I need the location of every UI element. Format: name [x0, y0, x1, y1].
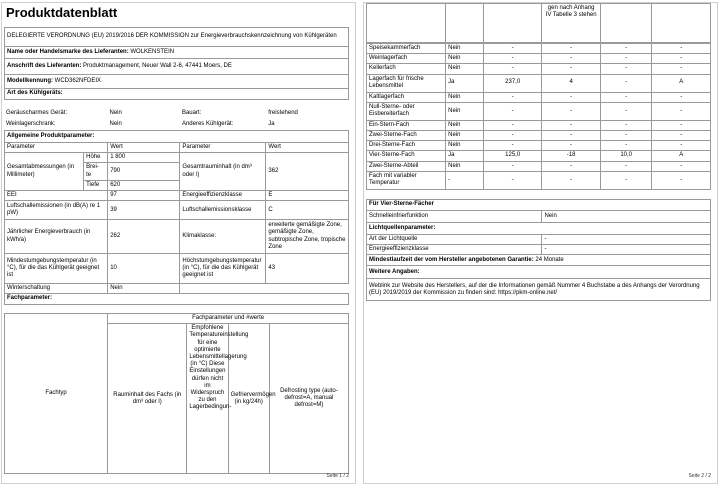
eei-label: EEI — [5, 190, 108, 200]
page-number-2: Seite 2 / 2 — [688, 473, 711, 479]
annual-energy-label: Jährlicher Energieverbrauch (in kWh/a) — [5, 220, 108, 254]
table-row — [367, 130, 711, 140]
compartment-defrost: - — [652, 141, 711, 151]
compartment-table — [366, 3, 711, 190]
table-row — [367, 141, 711, 151]
more-info-heading: Weitere Angaben: — [367, 266, 711, 279]
wine-cabinet-label: Weinlagerschrank: — [6, 120, 56, 127]
light-class-value: - — [542, 245, 711, 255]
compartment-present: Nein — [446, 120, 484, 130]
design-label: Bauart: — [181, 109, 202, 116]
min-temp-label: Mindestumgebungstemperatur (in °C), für die das Kühlgerät geeignet ist — [5, 254, 108, 284]
light-params-heading: Lichtquellenparameter: — [367, 223, 711, 235]
compartment-values-header: Fachparameter und #werte — [108, 314, 349, 324]
table-row — [367, 120, 711, 130]
four-star-heading: Für Vier-Sterne-Fächer — [367, 200, 711, 211]
compartment-volume: - — [483, 54, 541, 64]
compartment-params-heading: Fachparameter: — [5, 294, 349, 304]
fachtyp-header: Fachtyp — [5, 314, 108, 474]
design-value: freistehend — [268, 109, 298, 116]
compartment-present: Ja — [446, 151, 484, 161]
compartment-freeze: - — [600, 64, 652, 74]
compartment-name: Zwei-Sterne-Abteil — [367, 161, 446, 171]
compartment-header-table — [4, 313, 349, 474]
compartment-name: Kaltlagerfach — [367, 92, 446, 102]
compartment-volume: - — [483, 92, 541, 102]
table-row — [367, 161, 711, 171]
compartment-present: Nein — [446, 102, 484, 120]
device-type-label: Art des Kühlgeräts: — [5, 89, 349, 100]
compartment-defrost: - — [652, 171, 711, 189]
volume-label: Gesamtrauminhalt (in dm³ oder l) — [180, 153, 266, 191]
compartment-defrost: - — [652, 130, 711, 140]
width-label: Brei- te — [84, 163, 108, 180]
compartment-freeze: - — [600, 141, 652, 151]
compartment-name: Fach mit variabler Temperatur — [367, 171, 446, 189]
header-info — [4, 27, 349, 100]
compartment-defrost: - — [652, 54, 711, 64]
model-label: Modellkennung: — [7, 77, 53, 84]
light-class-label: Energieeffizienzklasse — [367, 245, 542, 255]
compartment-present: Nein — [446, 130, 484, 140]
low-noise-value: Nein — [109, 109, 122, 116]
compartment-defrost: - — [652, 102, 711, 120]
compartment-temp: - — [542, 92, 600, 102]
winter-switch-label: Winterschaltung — [5, 284, 108, 294]
freeze-col-header: Gefriervermögen (in kg/24h) — [228, 324, 269, 474]
temp-col-header: Empfohlene Temperatureinstellung für eine optimierte Lebensmittellagerung (in °C) Diese Einstellungen dürfen nicht im Widerspruch zu den Lagerbedingun- — [187, 324, 228, 474]
supplier-name: WOLKENSTEIN — [130, 48, 175, 55]
climate-class-value: erweiterte gemäßigte Zone, gemäßigte Zone, subtropische Zone, tropische Zone — [266, 220, 349, 254]
quick-freeze-value: Nein — [542, 211, 711, 223]
compartment-freeze: - — [600, 161, 652, 171]
energy-class-value: E — [266, 190, 349, 200]
height-label: Höhe — [84, 153, 108, 163]
compartment-volume: - — [483, 161, 541, 171]
compartment-defrost: - — [652, 120, 711, 130]
compartment-temp: 4 — [542, 74, 600, 92]
noise-class-label: Luftschallemissionsklasse — [180, 201, 266, 220]
compartment-present: Nein — [446, 141, 484, 151]
wine-cabinet-value: Nein — [109, 120, 122, 127]
compartment-name: Speisekammerfach — [367, 44, 446, 54]
compartment-volume: - — [483, 141, 541, 151]
compartment-name: Ein-Stern-Fach — [367, 120, 446, 130]
compartment-freeze: - — [600, 54, 652, 64]
weblink-text: Weblink zur Website des Herstellers, auf der die Informationen gemäß Nummer 4 Buchstabe a des Anhangs der Verordnung (EU) 2019/2019 der Kommission zu finden sind: https://pkm-online.net/ — [367, 279, 711, 301]
compartment-volume: - — [483, 64, 541, 74]
depth-value: 620 — [108, 180, 180, 190]
compartment-name: Vier-Sterne-Fach — [367, 151, 446, 161]
compartment-temp: - — [542, 64, 600, 74]
compartment-volume: - — [483, 130, 541, 140]
page-2 — [363, 2, 718, 484]
table-row — [367, 102, 711, 120]
compartment-name: Drei-Sterne-Fach — [367, 141, 446, 151]
supplier-address: Produktmanagement, Neuer Wall 2-6, 47441 Moers, DE — [83, 62, 232, 69]
general-params-heading: Allgemeine Produktparameter: — [5, 131, 349, 143]
compartment-present: Nein — [446, 161, 484, 171]
winter-switch-value: Nein — [108, 284, 180, 294]
compartment-volume: - — [483, 44, 541, 54]
compartment-freeze: - — [600, 171, 652, 189]
page-number: Seite 1 / 2 — [326, 473, 349, 479]
compartment-volume: - — [483, 171, 541, 189]
compartment-defrost: - — [652, 64, 711, 74]
compartment-present: Nein — [446, 64, 484, 74]
compartment-name: Null-Sterne- oder Eisbereiterfach — [367, 102, 446, 120]
compartment-name: Kellerfach — [367, 64, 446, 74]
height-value: 1 800 — [108, 153, 180, 163]
param-header-2: Parameter — [180, 143, 266, 153]
compartment-temp: - — [542, 44, 600, 54]
light-type-label: Art der Lichtquelle — [367, 235, 542, 245]
compartment-present: Nein — [446, 92, 484, 102]
min-temp-value: 10 — [108, 254, 180, 284]
device-type-table — [4, 108, 349, 130]
max-temp-label: Höchstumgebungstemperatur (in °C), für die das Kühlgerät geeignet ist — [180, 254, 266, 284]
compartment-temp: - — [542, 102, 600, 120]
general-params-table — [4, 130, 349, 305]
param-header: Parameter — [5, 143, 108, 153]
other-device-label: Anderes Kühlgerät: — [181, 120, 234, 127]
compartment-temp: -18 — [542, 151, 600, 161]
compartment-present: Ja — [446, 74, 484, 92]
compartment-defrost: - — [652, 44, 711, 54]
compartment-volume: - — [483, 120, 541, 130]
compartment-name: Zwei-Sterne-Fach — [367, 130, 446, 140]
compartment-temp: - — [542, 161, 600, 171]
compartment-freeze: - — [600, 120, 652, 130]
compartment-present: - — [446, 171, 484, 189]
compartment-present: Nein — [446, 44, 484, 54]
supplier-name-label: Name oder Handelsmarke des Lieferanten: — [7, 48, 129, 55]
table-row — [367, 171, 711, 189]
compartment-temp: - — [542, 54, 600, 64]
energy-class-label: Energieeffizienzklasse — [180, 190, 266, 200]
compartment-defrost: - — [652, 161, 711, 171]
noise-value: 39 — [108, 201, 180, 220]
annual-energy-value: 262 — [108, 220, 180, 254]
compartment-freeze: - — [600, 92, 652, 102]
compartment-volume: 125,0 — [483, 151, 541, 161]
value-header: Wert — [108, 143, 180, 153]
compartment-freeze: - — [600, 130, 652, 140]
compartment-defrost: A — [652, 151, 711, 161]
regulation-text: DELEGIERTE VERORDNUNG (EU) 2019/2016 DER KOMMISSION zur Energieverbrauchskennzeichnung von Kühlgeräten — [5, 28, 349, 47]
max-temp-value: 43 — [266, 254, 349, 284]
noise-class-value: C — [266, 201, 349, 220]
compartment-freeze: 10,0 — [600, 151, 652, 161]
model-id: WCD362NFDEIX — [54, 77, 102, 84]
compartment-defrost: - — [652, 92, 711, 102]
page-title: Produktdatenblatt — [6, 5, 118, 20]
compartment-freeze: - — [600, 102, 652, 120]
page-1 — [1, 2, 356, 484]
compartment-temp: - — [542, 130, 600, 140]
table-row — [367, 92, 711, 102]
value-header-2: Wert — [266, 143, 349, 153]
warranty-value: 24 Monate — [535, 256, 564, 263]
dimensions-label: Gesamtabmessungen (in Millimeter) — [5, 153, 84, 191]
width-value: 790 — [108, 163, 180, 180]
compartment-temp: - — [542, 171, 600, 189]
compartment-rows — [366, 43, 711, 190]
compartment-defrost: A — [652, 74, 711, 92]
supplier-address-label: Anschrift des Lieferanten: — [7, 62, 82, 69]
eei-value: 97 — [108, 190, 180, 200]
compartment-volume: - — [483, 102, 541, 120]
light-type-value: - — [542, 235, 711, 245]
compartment-name: Weinlagerfach — [367, 54, 446, 64]
table-row — [367, 151, 711, 161]
defrost-col-header: Defrosting type (auto-defrost=A, manual defrost=M) — [269, 324, 348, 474]
compartment-name: Lagerfach für frische Lebensmittel — [367, 74, 446, 92]
lower-section — [366, 199, 711, 301]
compartment-temp: - — [542, 120, 600, 130]
compartment-temp: - — [542, 141, 600, 151]
compartment-freeze: - — [600, 74, 652, 92]
compartment-present: Nein — [446, 54, 484, 64]
climate-class-label: Klimaklasse: — [180, 220, 266, 254]
table-row — [367, 74, 711, 92]
compartment-freeze: - — [600, 44, 652, 54]
volume-value: 362 — [266, 153, 349, 191]
noise-label: Luftschallemissionen (in dB(A) re 1 pW) — [5, 201, 108, 220]
warranty-label: Mindestlaufzeit der vom Hersteller angebotenen Garantie: — [369, 256, 534, 263]
depth-label: Tiefe — [84, 180, 108, 190]
table-row — [367, 44, 711, 54]
quick-freeze-label: Schnelleinfrierfunktion — [367, 211, 542, 223]
compartment-volume: 237,0 — [483, 74, 541, 92]
table-row — [367, 64, 711, 74]
other-device-value: Ja — [268, 120, 275, 127]
temp-col-header-cont: gen nach Anhang IV Tabelle 3 stehen — [542, 4, 600, 43]
low-noise-label: Geräuscharmes Gerät: — [6, 109, 68, 116]
table-row — [367, 54, 711, 64]
volume-col-header: Rauminhalt des Fachs (in dm³ oder l) — [108, 324, 187, 474]
